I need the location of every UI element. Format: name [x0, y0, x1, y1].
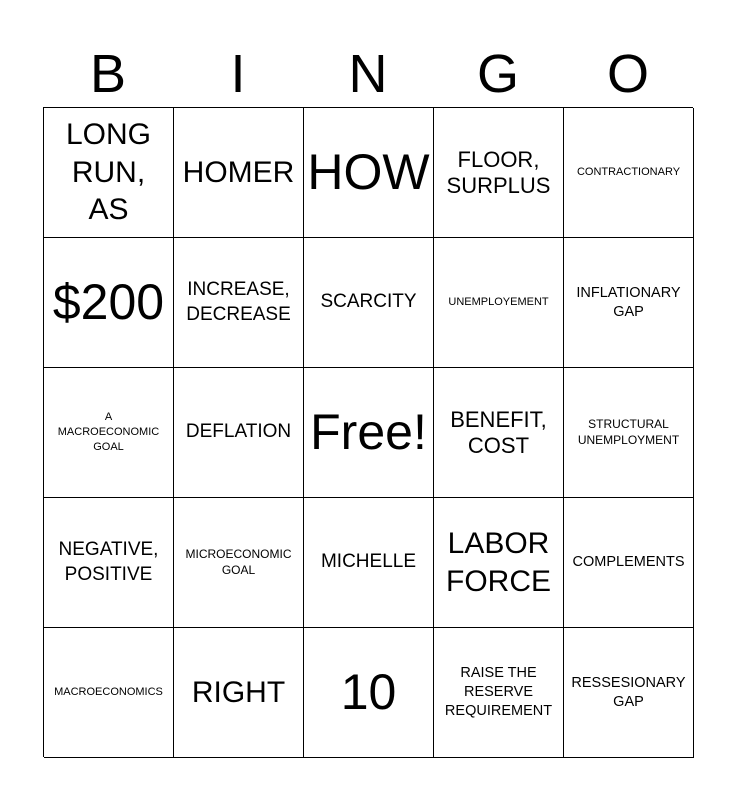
bingo-cell-text: LONG RUN, AS: [65, 118, 152, 227]
bingo-cell-text: BENEFIT, COST: [450, 407, 547, 458]
bingo-cell-text: $200: [52, 274, 165, 330]
bingo-cell[interactable]: [174, 628, 304, 758]
bingo-cell-text: DEFLATION: [185, 421, 292, 443]
bingo-cell[interactable]: [44, 238, 174, 368]
bingo-cell-text: HOW: [307, 144, 430, 200]
bingo-cell[interactable]: [434, 238, 564, 368]
bingo-cell[interactable]: [44, 498, 174, 628]
bingo-board: [43, 107, 693, 757]
header-letter-i: I: [230, 44, 246, 104]
bingo-cell-text: A MACROECONOMIC GOAL: [57, 411, 160, 453]
bingo-cell[interactable]: [174, 498, 304, 628]
bingo-cell[interactable]: [174, 108, 304, 238]
bingo-cell-text: RIGHT: [191, 675, 286, 709]
header-letter-b: B: [89, 44, 127, 104]
bingo-cell[interactable]: [174, 368, 304, 498]
header-letter-n: N: [348, 44, 388, 104]
bingo-cell-text: UNEMPLOYEMENT: [448, 296, 549, 309]
bingo-cell-text: 10: [340, 664, 397, 720]
header-letter-g: G: [476, 44, 519, 104]
bingo-cell-text: HOMER: [182, 155, 295, 189]
bingo-cell[interactable]: [434, 628, 564, 758]
bingo-header: [43, 40, 693, 108]
bingo-cell-text: INFLATIONARY GAP: [576, 284, 681, 320]
bingo-cell[interactable]: [44, 628, 174, 758]
bingo-cell[interactable]: [564, 368, 694, 498]
bingo-cell-text: MICROECONOMIC GOAL: [185, 546, 292, 577]
bingo-cell[interactable]: [44, 368, 174, 498]
bingo-cell-text: COMPLEMENTS: [572, 554, 685, 571]
header-letter-o: O: [606, 44, 649, 104]
bingo-cell[interactable]: [174, 238, 304, 368]
bingo-cell[interactable]: [564, 108, 694, 238]
bingo-cell[interactable]: [304, 498, 434, 628]
bingo-cell[interactable]: [564, 498, 694, 628]
bingo-cell-text: RAISE THE RESERVE REQUIREMENT: [444, 665, 553, 719]
bingo-cell-text: FLOOR, SURPLUS: [446, 147, 551, 198]
bingo-cell-text: NEGATIVE, POSITIVE: [58, 538, 159, 585]
bingo-cell-text: CONTRACTIONARY: [576, 166, 681, 179]
bingo-cell-text: RESSESIONARY GAP: [571, 674, 686, 710]
bingo-cell[interactable]: [564, 238, 694, 368]
bingo-cell[interactable]: [434, 498, 564, 628]
bingo-cell-text: MACROECONOMICS: [54, 686, 163, 699]
bingo-cell[interactable]: [44, 108, 174, 238]
bingo-cell-text: STRUCTURAL UNEMPLOYMENT: [577, 416, 680, 447]
bingo-cell[interactable]: [304, 238, 434, 368]
bingo-cell[interactable]: [304, 628, 434, 758]
free-space-cell[interactable]: [304, 368, 434, 498]
bingo-cell[interactable]: [304, 108, 434, 238]
bingo-cell-text: SCARCITY: [320, 291, 417, 313]
bingo-cell[interactable]: [564, 628, 694, 758]
bingo-cell-text: INCREASE, DECREASE: [186, 278, 291, 325]
bingo-cell-text: MICHELLE: [320, 551, 417, 573]
bingo-cell[interactable]: [434, 368, 564, 498]
bingo-cell-text: LABOR FORCE: [446, 527, 551, 598]
bingo-cell[interactable]: [434, 108, 564, 238]
free-space-text: Free!: [310, 404, 427, 460]
